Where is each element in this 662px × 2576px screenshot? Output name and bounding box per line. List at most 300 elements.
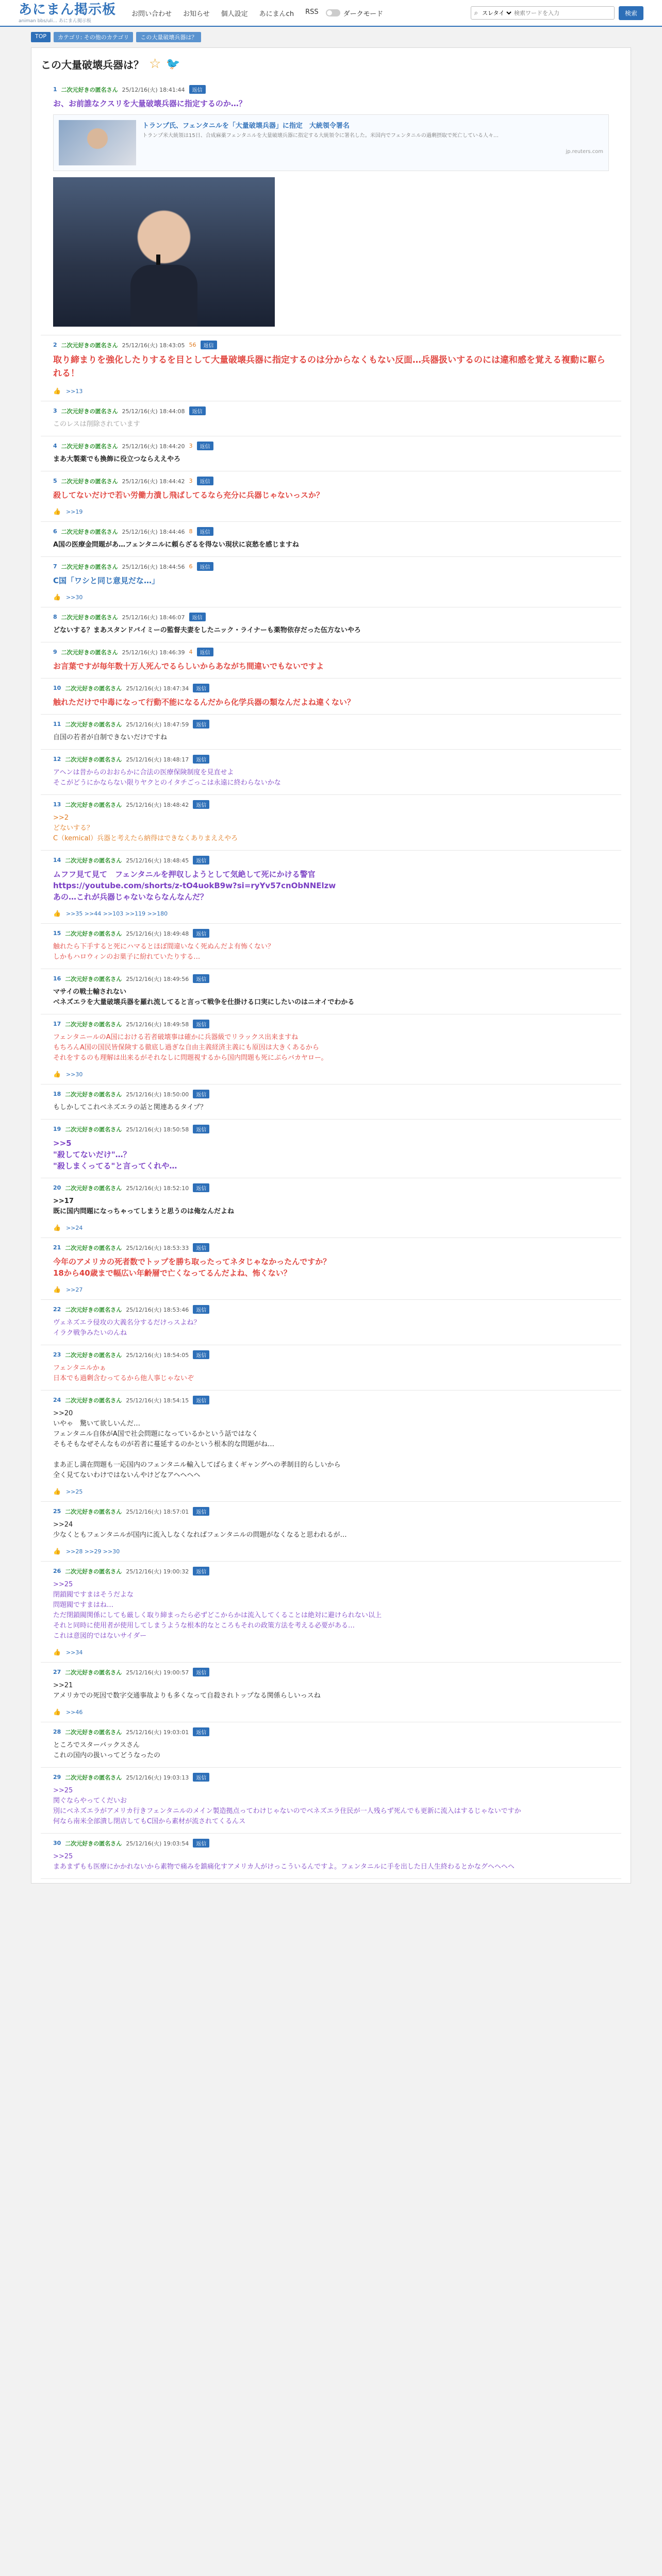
- reply-button[interactable]: 返信: [193, 1396, 209, 1404]
- post-author: 二次元好きの匿名さん: [65, 1351, 122, 1359]
- post-line[interactable]: >>24: [53, 1521, 73, 1529]
- post-timestamp: 25/12/16(火) 18:47:59: [126, 721, 189, 728]
- post-line: フェンタニル自体がA国で社会問題になっているかという話ではなく: [53, 1430, 258, 1438]
- post-line: 全く見てないわけではないんやけどなアヘヘヘヘ: [53, 1471, 201, 1479]
- reply-button[interactable]: 返信: [193, 929, 209, 938]
- post-timestamp: 25/12/16(火) 19:03:13: [126, 1774, 189, 1781]
- post-body: [41, 865, 621, 903]
- post-timestamp: 25/12/16(火) 18:48:42: [126, 801, 189, 808]
- post-body: [41, 571, 621, 586]
- post-body: [41, 764, 621, 788]
- post-body: [41, 415, 621, 430]
- post: [41, 1722, 621, 1768]
- post-number[interactable]: 30: [53, 1840, 61, 1846]
- post-body: [41, 1252, 621, 1279]
- reply-button[interactable]: 返信: [197, 477, 213, 485]
- reply-button[interactable]: 返信: [193, 856, 209, 865]
- post-author: 二次元好きの匿名さん: [65, 1021, 122, 1028]
- like-count[interactable]: 4: [189, 649, 193, 655]
- reply-links[interactable]: >>30: [65, 1071, 83, 1078]
- post-body: [41, 1192, 621, 1217]
- post-body: [41, 1848, 621, 1872]
- link-text: [142, 120, 603, 165]
- post-line: しかもハロウィンのお菓子に紛れていたりする…: [53, 953, 201, 961]
- post-number[interactable]: 17: [53, 1021, 61, 1027]
- reply-button[interactable]: 返信: [193, 1839, 209, 1848]
- reply-button[interactable]: 返信: [197, 442, 213, 450]
- thumbs-up-icon[interactable]: 👍: [53, 1224, 61, 1231]
- post-number[interactable]: 8: [53, 614, 57, 620]
- post-line[interactable]: >>20: [53, 1410, 73, 1417]
- post-timestamp: 25/12/16(火) 18:46:07: [122, 614, 185, 621]
- post-body: [41, 1782, 621, 1827]
- post-header: [41, 1773, 621, 1782]
- post-number[interactable]: 24: [53, 1397, 61, 1403]
- post-header: [41, 341, 621, 349]
- post-number[interactable]: 22: [53, 1306, 61, 1313]
- reply-button[interactable]: 返信: [193, 684, 209, 692]
- post-line: いやゃ 驚いて欲しいんだ…: [53, 1420, 141, 1428]
- link-title[interactable]: トランプ氏、フェンタニルを「大量破壊兵器」に指定 大統領令署名: [142, 122, 350, 130]
- post-header: [41, 648, 621, 656]
- post: [41, 1300, 621, 1345]
- post-line: お言葉ですが毎年数十万人死んでるらしいからあながち間違いでもないですよ: [53, 662, 324, 671]
- post-line: 触れたら下手すると死にハマるとほぼ間違いなく死ぬんだよ有怖くない？: [53, 943, 275, 951]
- post-footer: [41, 1540, 621, 1555]
- post-footer: [41, 903, 621, 917]
- like-count[interactable]: 3: [189, 478, 193, 484]
- post-timestamp: 25/12/16(火) 18:49:56: [126, 975, 189, 982]
- post-line: 別にベネズエラがアメリカ行きフェンタニルのメイン製造拠点ってわけじゃないのでベネズエラ住民が一人残らず死んでも更新に流入はするじゃないですか: [53, 1807, 521, 1815]
- post-author: 二次元好きの匿名さん: [65, 1508, 122, 1515]
- post-header: [41, 974, 621, 983]
- post-number[interactable]: 15: [53, 930, 61, 937]
- post-header: [41, 1507, 621, 1516]
- post-number[interactable]: 7: [53, 563, 57, 570]
- post-line: 少なくともフェンタニルが国内に流入しなくなればフェンタニルの問題がなくなると思われるが…: [53, 1531, 347, 1539]
- top-nav: [131, 8, 319, 18]
- link-preview-card[interactable]: [53, 114, 609, 171]
- post-line: そもそもなぜそんなものが若者に蔓延するのかという根本的な問題がね…: [53, 1440, 275, 1448]
- reply-links[interactable]: >>24: [65, 1224, 83, 1231]
- post-header: [41, 800, 621, 809]
- reply-button[interactable]: 返信: [193, 974, 209, 983]
- reply-button[interactable]: 返信: [193, 1243, 209, 1252]
- reply-links[interactable]: >>30: [65, 594, 83, 601]
- post-line: C（kemical）兵器と考えたら納得はできなくありまええやろ: [53, 835, 238, 842]
- post-header: [41, 85, 621, 94]
- post-author: 二次元好きの匿名さん: [65, 1669, 122, 1676]
- post: [41, 1502, 621, 1562]
- post-timestamp: 25/12/16(火) 18:47:34: [126, 685, 189, 692]
- post: [41, 1084, 621, 1120]
- post-header: [41, 1567, 621, 1575]
- post-author: 二次元好きの匿名さん: [61, 649, 118, 656]
- reply-links[interactable]: >>25: [65, 1488, 83, 1495]
- nav-contact[interactable]: お問い合わせ: [131, 10, 172, 18]
- post-line: "殺してないだけ"…？: [53, 1150, 131, 1159]
- reply-button[interactable]: 返信: [189, 613, 206, 621]
- search-input[interactable]: [513, 9, 611, 17]
- post-timestamp: 25/12/16(火) 19:03:54: [126, 1840, 189, 1847]
- post-timestamp: 25/12/16(火) 18:44:42: [122, 478, 185, 485]
- post-author: 二次元好きの匿名さん: [65, 801, 122, 808]
- post-line: これの国内の扱いってどうなったの: [53, 1752, 161, 1759]
- post-number[interactable]: 10: [53, 685, 61, 691]
- post-footer: [41, 1279, 621, 1293]
- post-number[interactable]: 18: [53, 1091, 61, 1097]
- post-timestamp: 25/12/16(火) 19:00:32: [126, 1568, 189, 1575]
- thumbs-up-icon[interactable]: 👍: [53, 594, 61, 601]
- post-line: 閉鎖閥ですまはそうだよな: [53, 1591, 134, 1599]
- post-author: 二次元好きの匿名さん: [65, 930, 122, 937]
- post: [41, 471, 621, 522]
- thumbs-up-icon[interactable]: 👍: [53, 1548, 61, 1555]
- post: [41, 642, 621, 679]
- reply-links[interactable]: >>27: [65, 1286, 83, 1293]
- post-timestamp: 25/12/16(火) 18:48:17: [126, 756, 189, 763]
- post: [41, 969, 621, 1014]
- thumbs-up-icon[interactable]: 👍: [53, 508, 61, 515]
- post: [41, 679, 621, 715]
- post-line: まあまずもも医療にかかれないから素物で痛みを鎮痛化すアメリカ人がけっこういるんですよ。フェンタニルに手を出した日人生終わるとかなグヘヘヘヘ: [53, 1863, 515, 1871]
- thumbs-up-icon[interactable]: 👍: [53, 1708, 61, 1716]
- post-timestamp: 25/12/16(火) 18:54:05: [126, 1351, 189, 1359]
- post-author: 二次元好きの匿名さん: [65, 1091, 122, 1098]
- post-body: [41, 450, 621, 465]
- post-line: 日本でも過剰含むってるから他人事じゃないぞ: [53, 1375, 194, 1382]
- post: [41, 851, 621, 924]
- post: [41, 335, 621, 401]
- post: [41, 1120, 621, 1178]
- post-number[interactable]: 25: [53, 1508, 61, 1515]
- post: [41, 715, 621, 750]
- post-body: [41, 1404, 621, 1481]
- post-line: このレスは削除されています: [53, 420, 140, 428]
- reply-button[interactable]: 返信: [197, 527, 213, 536]
- post-header: [41, 527, 621, 536]
- reply-button[interactable]: 返信: [193, 1125, 209, 1133]
- breadcrumb-category[interactable]: カテゴリ: その他のカテゴリ: [54, 32, 133, 42]
- reply-button[interactable]: 返信: [189, 85, 206, 94]
- post-line: 18から40歳まで幅広い年齢層で亡くなってるんだよね、怖くない？: [53, 1268, 291, 1278]
- post-footer: [41, 1063, 621, 1078]
- post-line: フェンタニルかぁ: [53, 1364, 106, 1372]
- post-timestamp: 25/12/16(火) 18:46:39: [122, 649, 185, 656]
- post-timestamp: 25/12/16(火) 18:57:01: [126, 1508, 189, 1515]
- post-timestamp: 25/12/16(火) 18:54:15: [126, 1397, 189, 1404]
- post-number[interactable]: 12: [53, 756, 61, 762]
- post-line[interactable]: >>5: [53, 1139, 72, 1148]
- thumbs-up-icon[interactable]: 👍: [53, 1649, 61, 1656]
- toggle-switch-icon[interactable]: [326, 9, 340, 16]
- post-number[interactable]: 28: [53, 1728, 61, 1735]
- post-header: [41, 1350, 621, 1359]
- thread-container: [31, 47, 631, 1884]
- post-body: [41, 94, 621, 109]
- post-number[interactable]: 20: [53, 1184, 61, 1191]
- reply-links[interactable]: >>34: [65, 1649, 83, 1656]
- reply-button[interactable]: 返信: [193, 755, 209, 764]
- post-timestamp: 25/12/16(火) 19:03:01: [126, 1728, 189, 1736]
- post-header: [41, 562, 621, 571]
- post-line: アヘンは昔からのおおらかに合法の医療保険制度を見直せよ: [53, 769, 234, 776]
- thread-title-row: [41, 52, 621, 80]
- post-line: 何なら南米全部潰し閉店してもC国から素材が流されてくるんス: [53, 1818, 246, 1825]
- post-number[interactable]: 14: [53, 857, 61, 863]
- post-header: [41, 1020, 621, 1028]
- reply-button[interactable]: 返信: [193, 1350, 209, 1359]
- post-line: そこがどうにかならない限りヤクとのイタチごっこは永遠に終わらないかな: [53, 779, 281, 787]
- post-list: [41, 80, 621, 1879]
- post-line: ヴェネズエラ侵攻の大義名分するだけっスよね？: [53, 1319, 201, 1327]
- post-author: 二次元好きの匿名さん: [65, 1774, 122, 1781]
- post-body: [41, 1133, 621, 1172]
- post-author: 二次元好きの匿名さん: [61, 86, 118, 93]
- thumbs-up-icon[interactable]: 👍: [53, 910, 61, 917]
- post-author: 二次元好きの匿名さん: [65, 1184, 122, 1192]
- post-body: [41, 485, 621, 501]
- post-header: [41, 929, 621, 938]
- post-author: 二次元好きの匿名さん: [65, 857, 122, 864]
- post-author: 二次元好きの匿名さん: [65, 1306, 122, 1313]
- reply-button[interactable]: 返信: [193, 800, 209, 809]
- site-header: [0, 0, 662, 27]
- post-body: [41, 1575, 621, 1641]
- post-author: 二次元好きの匿名さん: [65, 756, 122, 763]
- post-line: ベネズエラを大量破壊兵器を羅れ流してると言って戦争を仕掛ける口実にしたいのはニオイでわかる: [53, 998, 355, 1006]
- breadcrumb-thread[interactable]: この大量破壊兵器は？: [136, 32, 201, 42]
- thumbs-up-icon[interactable]: 👍: [53, 387, 61, 395]
- post-line: "殺しまくってる"と言ってくれや…: [53, 1161, 177, 1171]
- post-line: ところでスターバックスさん: [53, 1741, 140, 1749]
- post-line: イラク戦争みたいのんね: [53, 1329, 127, 1337]
- post-number[interactable]: 16: [53, 975, 61, 982]
- reply-links[interactable]: >>19: [65, 508, 83, 515]
- post-number[interactable]: 11: [53, 721, 61, 727]
- link-description: トランプ米大統領は15日、合成麻薬フェンタニルを大量破壊兵器に指定する大統領令に署名した。米国内でフェンタニルの過剰摂取で死亡している人々…: [142, 133, 499, 139]
- post-number[interactable]: 26: [53, 1568, 61, 1574]
- reply-links[interactable]: >>28 >>29 >>30: [65, 1548, 120, 1555]
- post-number[interactable]: 23: [53, 1351, 61, 1358]
- post-author: 二次元好きの匿名さん: [61, 408, 118, 415]
- post-number[interactable]: 5: [53, 478, 57, 484]
- post-number[interactable]: 1: [53, 86, 57, 93]
- post-number[interactable]: 19: [53, 1126, 61, 1132]
- post-header: [41, 406, 621, 415]
- breadcrumb-top[interactable]: TOP: [31, 32, 51, 42]
- post-body: [41, 692, 621, 708]
- reply-button[interactable]: 返信: [197, 648, 213, 656]
- reply-button[interactable]: 返信: [193, 1305, 209, 1314]
- post-timestamp: 25/12/16(火) 18:44:56: [122, 563, 185, 570]
- nav-news[interactable]: お知らせ: [183, 10, 210, 18]
- post-number[interactable]: 13: [53, 801, 61, 808]
- post-timestamp: 25/12/16(火) 18:48:45: [126, 857, 189, 864]
- post-body: [41, 1028, 621, 1063]
- post-author: 二次元好きの匿名さん: [61, 478, 118, 485]
- post-line: 関ぐならやってくだいお: [53, 1797, 127, 1805]
- post-number[interactable]: 4: [53, 443, 57, 449]
- post: [41, 557, 621, 607]
- post-line: 殺してないだけで若い労働力潰し飛ばしてるなら充分に兵器じゃないっスか？: [53, 490, 324, 500]
- post-footer: [41, 1481, 621, 1495]
- post-line[interactable]: >>25: [53, 1787, 73, 1794]
- twitter-share-icon[interactable]: 🐦: [166, 57, 180, 71]
- post: [41, 1014, 621, 1084]
- post-body: [41, 1098, 621, 1113]
- post-footer: [41, 501, 621, 515]
- post: [41, 1345, 621, 1391]
- post-header: [41, 1727, 621, 1736]
- post-number[interactable]: 2: [53, 342, 57, 348]
- post-number[interactable]: 29: [53, 1774, 61, 1781]
- post-line[interactable]: https://youtube.com/shorts/z-tO4uokB9w?si=ryYv57cnObNNElzw: [53, 881, 336, 890]
- post-body: [41, 938, 621, 962]
- post-line[interactable]: >>17: [53, 1197, 74, 1205]
- post-body: [41, 1736, 621, 1761]
- post-line: まあ正し満在問題も一応国内のフェンタニル輸入してばらまくギャングへの孝制目的らしいから: [53, 1461, 341, 1469]
- post: [41, 795, 621, 851]
- reply-links[interactable]: >>13: [65, 387, 83, 395]
- nav-rss[interactable]: RSS: [305, 8, 319, 16]
- post-line: それをするのも理解は出来るがそれなしに問題視するから国内問題も死にぶらバカヤロー。: [53, 1054, 328, 1062]
- post-line: どないする？まあスタンドバイミーの監督夫妻をしたニック・ライナーも薬物依存だった伍方ないやろ: [53, 626, 361, 634]
- post: [41, 750, 621, 795]
- post-author: 二次元好きの匿名さん: [65, 1840, 122, 1847]
- post-number[interactable]: 27: [53, 1669, 61, 1675]
- reply-button[interactable]: 返信: [189, 406, 206, 415]
- like-count[interactable]: 8: [189, 528, 193, 535]
- post-header: [41, 720, 621, 728]
- reply-button[interactable]: 返信: [193, 720, 209, 728]
- post-body: [41, 809, 621, 844]
- post-timestamp: 25/12/16(火) 18:49:58: [126, 1021, 189, 1028]
- reply-button[interactable]: 返信: [201, 341, 217, 349]
- post-line: 取り締まりを強化したりするを目として大量破壊兵器に指定するのは分からなくもない反面…兵器扱いするのには違和感を覚える複動に駆られる！: [53, 355, 605, 379]
- reply-button[interactable]: 返信: [193, 1668, 209, 1676]
- thumbs-up-icon[interactable]: 👍: [53, 1488, 61, 1495]
- post-line: あの…これが兵器じゃないならなんなんだ？: [53, 892, 208, 902]
- post: [41, 1562, 621, 1663]
- reply-button[interactable]: 返信: [193, 1090, 209, 1098]
- search-box: [471, 6, 615, 20]
- reply-button[interactable]: 返信: [193, 1507, 209, 1516]
- post-author: 二次元好きの匿名さん: [65, 1126, 122, 1133]
- post-header: [41, 1839, 621, 1848]
- post-number[interactable]: 9: [53, 649, 57, 655]
- reply-button[interactable]: 返信: [193, 1567, 209, 1575]
- post-line: どないする？: [53, 824, 94, 832]
- post: [41, 1663, 621, 1722]
- search-scope-select[interactable]: [480, 9, 513, 17]
- reply-links[interactable]: >>46: [65, 1708, 83, 1716]
- post-timestamp: 25/12/16(火) 18:49:48: [126, 930, 189, 937]
- post-number[interactable]: 3: [53, 408, 57, 414]
- post-author: 二次元好きの匿名さん: [65, 1244, 122, 1251]
- post-author: 二次元好きの匿名さん: [61, 443, 118, 450]
- post-timestamp: 25/12/16(火) 18:43:05: [122, 342, 185, 349]
- post: [41, 1391, 621, 1502]
- reply-button[interactable]: 返信: [197, 562, 213, 571]
- post-timestamp: 25/12/16(火) 18:44:46: [122, 528, 185, 535]
- breadcrumb: [0, 27, 662, 47]
- logo-subtitle: animan bbs/uli... あにまん掲示板: [19, 18, 91, 24]
- post-timestamp: 25/12/16(火) 19:00:57: [126, 1669, 189, 1676]
- post-line: まあ大製薬でも換飾に役立つならええやろ: [53, 455, 181, 463]
- reply-button[interactable]: 返信: [193, 1773, 209, 1782]
- post-line[interactable]: >>25: [53, 1853, 73, 1860]
- post-line[interactable]: >>25: [53, 1581, 73, 1588]
- post-line: もしかしてこれベネズエラの話と関連あるタイプ？: [53, 1104, 207, 1111]
- post-author: 二次元好きの匿名さん: [61, 342, 118, 349]
- post-number[interactable]: 21: [53, 1244, 61, 1251]
- reply-button[interactable]: 返信: [193, 1020, 209, 1028]
- post-line: もちろんA国の国民皆保険する徹底し過ぎな自由主義経済主義にも原因は大きくあるから: [53, 1044, 319, 1052]
- post-line: [53, 1450, 609, 1460]
- post-body: [41, 656, 621, 672]
- thumbs-up-icon[interactable]: 👍: [53, 1071, 61, 1078]
- post-header: [41, 1183, 621, 1192]
- post-line[interactable]: >>2: [53, 814, 69, 822]
- nav-settings[interactable]: 個人設定: [221, 10, 248, 18]
- post-timestamp: 25/12/16(火) 18:44:08: [122, 408, 185, 415]
- post-header: [41, 856, 621, 865]
- post-line[interactable]: >>21: [53, 1682, 73, 1689]
- reply-button[interactable]: 返信: [193, 1727, 209, 1736]
- like-count[interactable]: 56: [189, 342, 196, 348]
- post-line: お、お前誰なクスリを大量破壊兵器に指定するのか…？: [53, 99, 246, 108]
- post: [41, 607, 621, 642]
- post-body: [41, 1676, 621, 1701]
- post-timestamp: 25/12/16(火) 18:50:00: [126, 1091, 189, 1098]
- post-body: [41, 1359, 621, 1384]
- post-body: [41, 621, 621, 636]
- dark-mode-toggle[interactable]: [326, 8, 383, 18]
- like-count[interactable]: 3: [189, 443, 193, 449]
- post-timestamp: 25/12/16(火) 18:41:44: [122, 86, 185, 93]
- post-author: 二次元好きの匿名さん: [65, 1568, 122, 1575]
- favorite-star-icon[interactable]: ☆: [149, 56, 161, 72]
- reply-links[interactable]: >>35 >>44 >>103 >>119 >>180: [65, 910, 168, 917]
- page-title: この大量破壊兵器は？: [41, 58, 144, 71]
- post-author: 二次元好きの匿名さん: [65, 1397, 122, 1404]
- post: [41, 1178, 621, 1238]
- post-timestamp: 25/12/16(火) 18:52:10: [126, 1184, 189, 1192]
- nav-animanch[interactable]: あにまんch: [259, 10, 294, 18]
- thumbs-up-icon[interactable]: 👍: [53, 1286, 61, 1293]
- post-image[interactable]: [53, 177, 275, 327]
- search-button[interactable]: 検索: [619, 6, 643, 20]
- post-line: C国「ワシと同じ意見だな…」: [53, 576, 160, 585]
- link-thumbnail: [59, 120, 136, 165]
- like-count[interactable]: 6: [189, 563, 193, 570]
- post-body: [41, 1516, 621, 1540]
- post-author: 二次元好きの匿名さん: [61, 563, 118, 570]
- post-number[interactable]: 6: [53, 528, 57, 535]
- site-logo[interactable]: [19, 3, 116, 24]
- post-footer: [41, 586, 621, 601]
- dark-mode-label: ダークモード: [343, 10, 384, 18]
- post-timestamp: 25/12/16(火) 18:44:20: [122, 443, 185, 450]
- post-author: 二次元好きの匿名さん: [65, 975, 122, 982]
- post-line: マサイの戦士輸されない: [53, 988, 127, 996]
- post-line: アメリカでの死因で数字交通事故よりも多くなって自殺されトップなる関係らしいっスね: [53, 1692, 321, 1700]
- post-author: 二次元好きの匿名さん: [65, 685, 122, 692]
- post-body: [41, 1314, 621, 1338]
- logo-title[interactable]: あにまん掲示板: [19, 2, 117, 18]
- reply-button[interactable]: 返信: [193, 1183, 209, 1192]
